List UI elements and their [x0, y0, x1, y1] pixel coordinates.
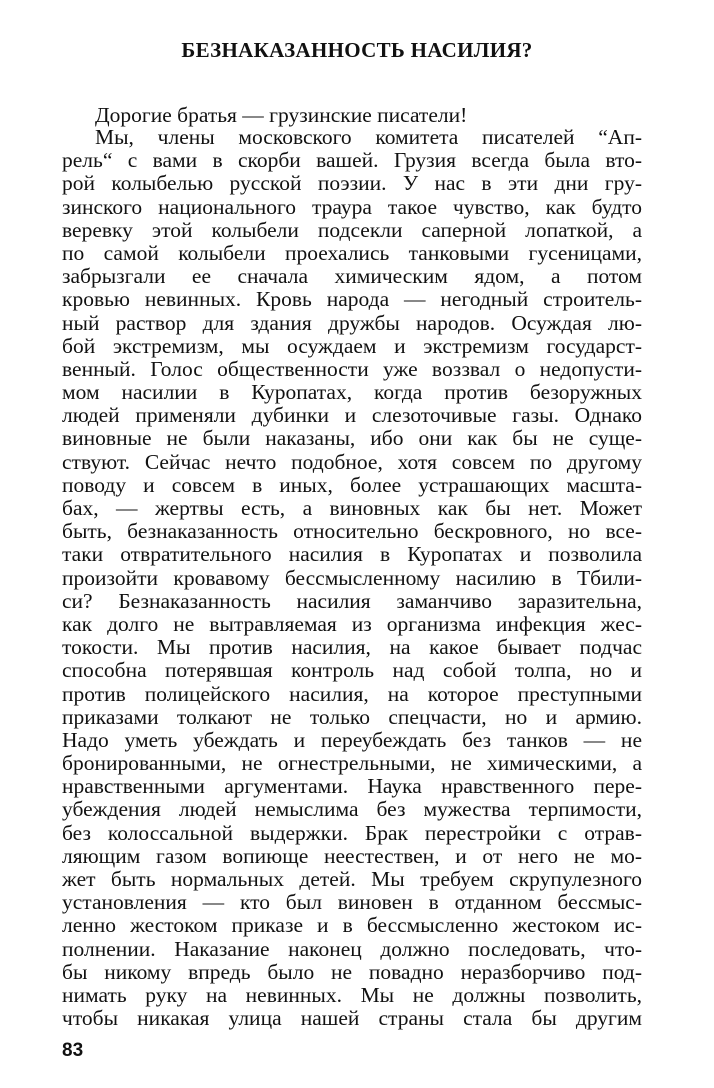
greeting-line: Дорогие братья — грузинские писатели! — [95, 103, 468, 127]
text-line: убеждения людей немыслима без мужества терпимости, — [62, 798, 642, 822]
text-line: ный раствор для здания дружбы народов. Осуждая лю- — [62, 311, 642, 335]
text-line: людей применяли дубинки и слезоточивые газы. Однако — [62, 404, 642, 428]
text-line: поводу и совсем в иных, более устрашающих масшта- — [62, 473, 642, 497]
text-line: забрызгали ее сначала химическим ядом, а потом — [62, 265, 642, 289]
text-line: ляющим газом вопиюще неестествен, и от него не мо- — [62, 844, 642, 868]
body-text — [62, 126, 642, 1030]
text-line: против полицейского насилия, на которое преступными — [62, 682, 642, 706]
text-line: установления — кто был виновен в отданном бессмыс- — [62, 891, 642, 915]
text-line: бой экстремизм, мы осуждаем и экстремизм государст- — [62, 334, 642, 358]
text-line: таки отвратительного насилия в Куропатах и позволила — [62, 543, 642, 567]
text-line: произойти кровавому бессмысленному насилию в Тбили- — [62, 566, 642, 590]
text-line: приказами толкают не только спецчасти, но и армию. — [62, 705, 642, 729]
text-line: чтобы никакая улица нашей страны стала бы другим — [62, 1007, 642, 1031]
text-line: быть, безнаказанность относительно бескровного, но все- — [62, 520, 642, 544]
text-line: как долго не вытравляемая из организма инфекция жес- — [62, 612, 642, 636]
text-line: нимать руку на невинных. Мы не должны позволить, — [62, 983, 642, 1007]
text-line: виновные не были наказаны, ибо они как бы не суще- — [62, 427, 642, 451]
text-line: ствуют. Сейчас нечто подобное, хотя совсем по другому — [62, 450, 642, 474]
text-line: Надо уметь убеждать и переубеждать без танков — не — [62, 728, 642, 752]
text-line: венный. Голос общественности уже воззвал о недопусти- — [62, 357, 642, 381]
text-line: бы никому впредь было не повадно неразборчиво под- — [62, 960, 642, 984]
text-line: бах, — жертвы есть, а виновных как бы нет. Может — [62, 497, 642, 520]
text-line: по самой колыбели проехались танковыми гусеницами, — [62, 241, 642, 265]
text-line: токости. Мы против насилия, на какое бывает подчас — [62, 636, 642, 660]
page-title: БЕЗНАКАЗАННОСТЬ НАСИЛИЯ? — [181, 38, 533, 62]
text-line: способна потерявшая контроль над собой толпа, но и — [62, 659, 642, 683]
text-line: нравственными аргументами. Наука нравственного пере- — [62, 775, 642, 799]
text-line: веревку этой колыбели подсекли саперной лопаткой, а — [62, 218, 642, 242]
text-line: рель“ с вами в скорби вашей. Грузия всегда была вто- — [62, 149, 642, 173]
text-line: Мы, члены московского комитета писателей “Ап- — [95, 126, 642, 149]
text-line: без колоссальной выдержки. Брак перестройки с отрав- — [62, 821, 642, 845]
text-line: мом насилии в Куропатах, когда против безоружных — [62, 381, 642, 405]
text-line: ленно жестоком приказе и в бессмысленно жестоком ис- — [62, 914, 642, 938]
page-number: 83 — [62, 1040, 84, 1061]
text-line: бронированными, не огнестрельными, не химическими, а — [62, 752, 642, 776]
text-line: кровью невинных. Кровь народа — негодный строитель- — [62, 288, 642, 312]
text-line: полнении. Наказание наконец должно последовать, что- — [62, 937, 642, 961]
text-line: рой колыбелью русской поэзии. У нас в эти дни гру- — [62, 172, 642, 196]
text-line: си? Безнаказанность насилия заманчиво заразительна, — [62, 589, 642, 613]
text-line: зинского национального траура такое чувство, как будто — [62, 195, 642, 219]
text-line: жет быть нормальных детей. Мы требуем скрупулезного — [62, 868, 642, 891]
